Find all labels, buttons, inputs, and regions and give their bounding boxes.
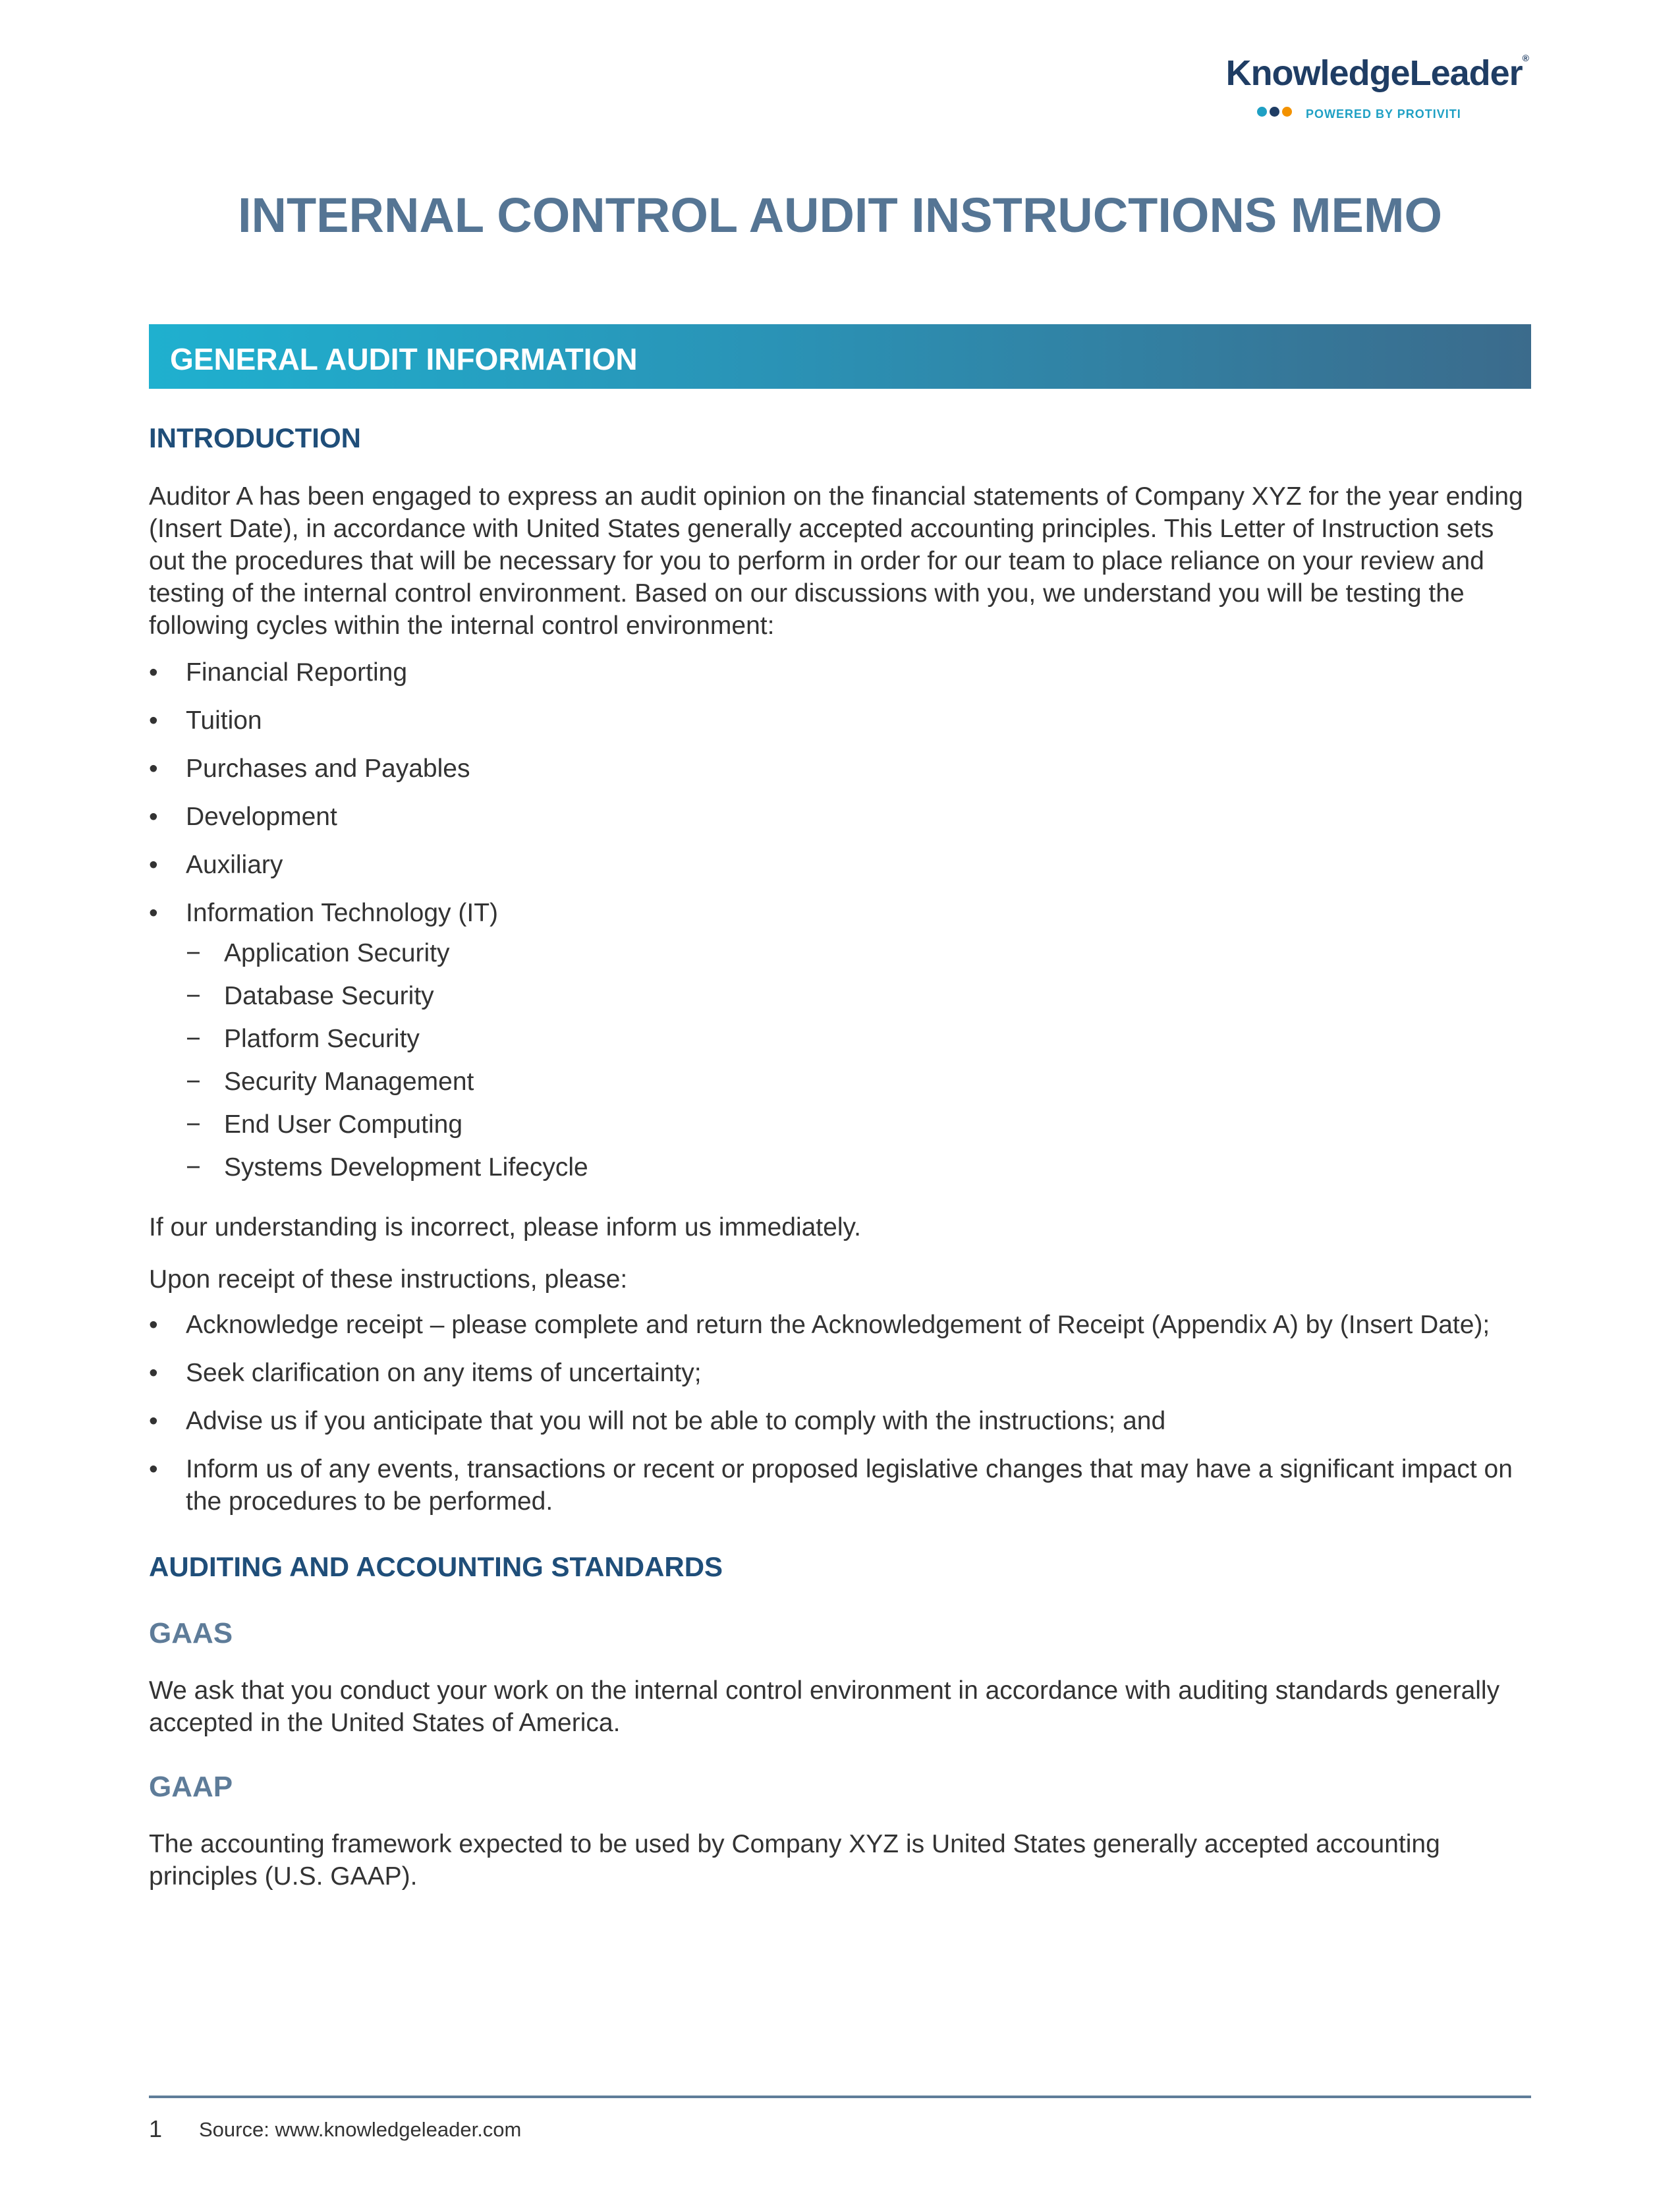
cycle-item: • Financial Reporting (149, 656, 1532, 689)
logo-dot-orange (1282, 107, 1292, 117)
cycle-item: • Information Technology (IT) (149, 897, 1532, 929)
gaap-heading: GAAP (149, 1771, 233, 1803)
page-number: 1 (149, 2115, 163, 2142)
document-body (149, 422, 1532, 1893)
cycle-item: • Development (149, 801, 1532, 833)
cycles-list (149, 656, 1532, 929)
logo-wordmark: KnowledgeLeader® (1225, 53, 1528, 93)
standards-heading: AUDITING AND ACCOUNTING STANDARDS (149, 1551, 723, 1582)
section-band (149, 324, 1531, 389)
registered-mark: ® (1522, 53, 1528, 63)
introduction-heading: INTRODUCTION (149, 422, 361, 453)
cycle-item: • Auxiliary (149, 849, 1532, 881)
powered-by-label: POWERED BY PROTIVITI (1306, 107, 1461, 121)
footer-divider (149, 2096, 1531, 2098)
cycle-item: • Tuition (149, 704, 1532, 737)
knowledgeleader-logo (1186, 53, 1528, 132)
it-subitem: − Database Security (149, 980, 1532, 1012)
source-line: Source: www.knowledgeleader.com (199, 2118, 522, 2141)
receipt-item: • Inform us of any events, transactions or recent or proposed legislative changes that may have a significant impact on the procedures to be performed. (149, 1453, 1532, 1518)
gaas-heading: GAAS (149, 1617, 233, 1649)
gaap-text: The accounting framework expected to be used by Company XYZ is United States generally accepted accounting principles (U.S. GAAP). (149, 1830, 1440, 1891)
understanding-note: If our understanding is incorrect, please inform us immediately. (149, 1213, 861, 1241)
receipt-item: • Seek clarification on any items of uncertainty; (149, 1357, 1532, 1389)
gaas-text: We ask that you conduct your work on the internal control environment in accordance with auditing standards generally accepted in the United States of America. (149, 1676, 1500, 1737)
introduction-paragraph: Auditor A has been engaged to express an audit opinion on the financial statements of Company XYZ for the year ending (Insert Date), in accordance with United States generally accepted accounting principles. This Letter of Instruction sets out the procedures that will be necessary for you to perform in order for our team to place reliance on your review and testing of the internal control environment. Based on our discussions with you, we understand you will be testing the following cycles within the internal control environment: (149, 482, 1523, 640)
it-subitems-list (149, 937, 1532, 1184)
it-subitem: − End User Computing (149, 1108, 1532, 1141)
it-subitem: − Systems Development Lifecycle (149, 1151, 1532, 1184)
it-subitem: − Application Security (149, 937, 1532, 969)
document-title: INTERNAL CONTROL AUDIT INSTRUCTIONS MEMO (237, 188, 1443, 243)
logo-dot-navy (1270, 107, 1279, 117)
section-band-title: GENERAL AUDIT INFORMATION (170, 342, 638, 376)
it-subitem: − Security Management (149, 1066, 1532, 1098)
it-subitem: − Platform Security (149, 1023, 1532, 1055)
receipt-intro: Upon receipt of these instructions, please: (149, 1265, 628, 1294)
receipt-item: • Acknowledge receipt – please complete and return the Acknowledgement of Receipt (Appendix A) by (Insert Date); (149, 1309, 1532, 1341)
logo-dot-blue (1257, 107, 1267, 117)
receipt-item: • Advise us if you anticipate that you will not be able to comply with the instructions; and (149, 1405, 1532, 1437)
cycle-item: • Purchases and Payables (149, 753, 1532, 785)
logo-dots (1257, 107, 1292, 117)
receipt-list (149, 1309, 1532, 1518)
